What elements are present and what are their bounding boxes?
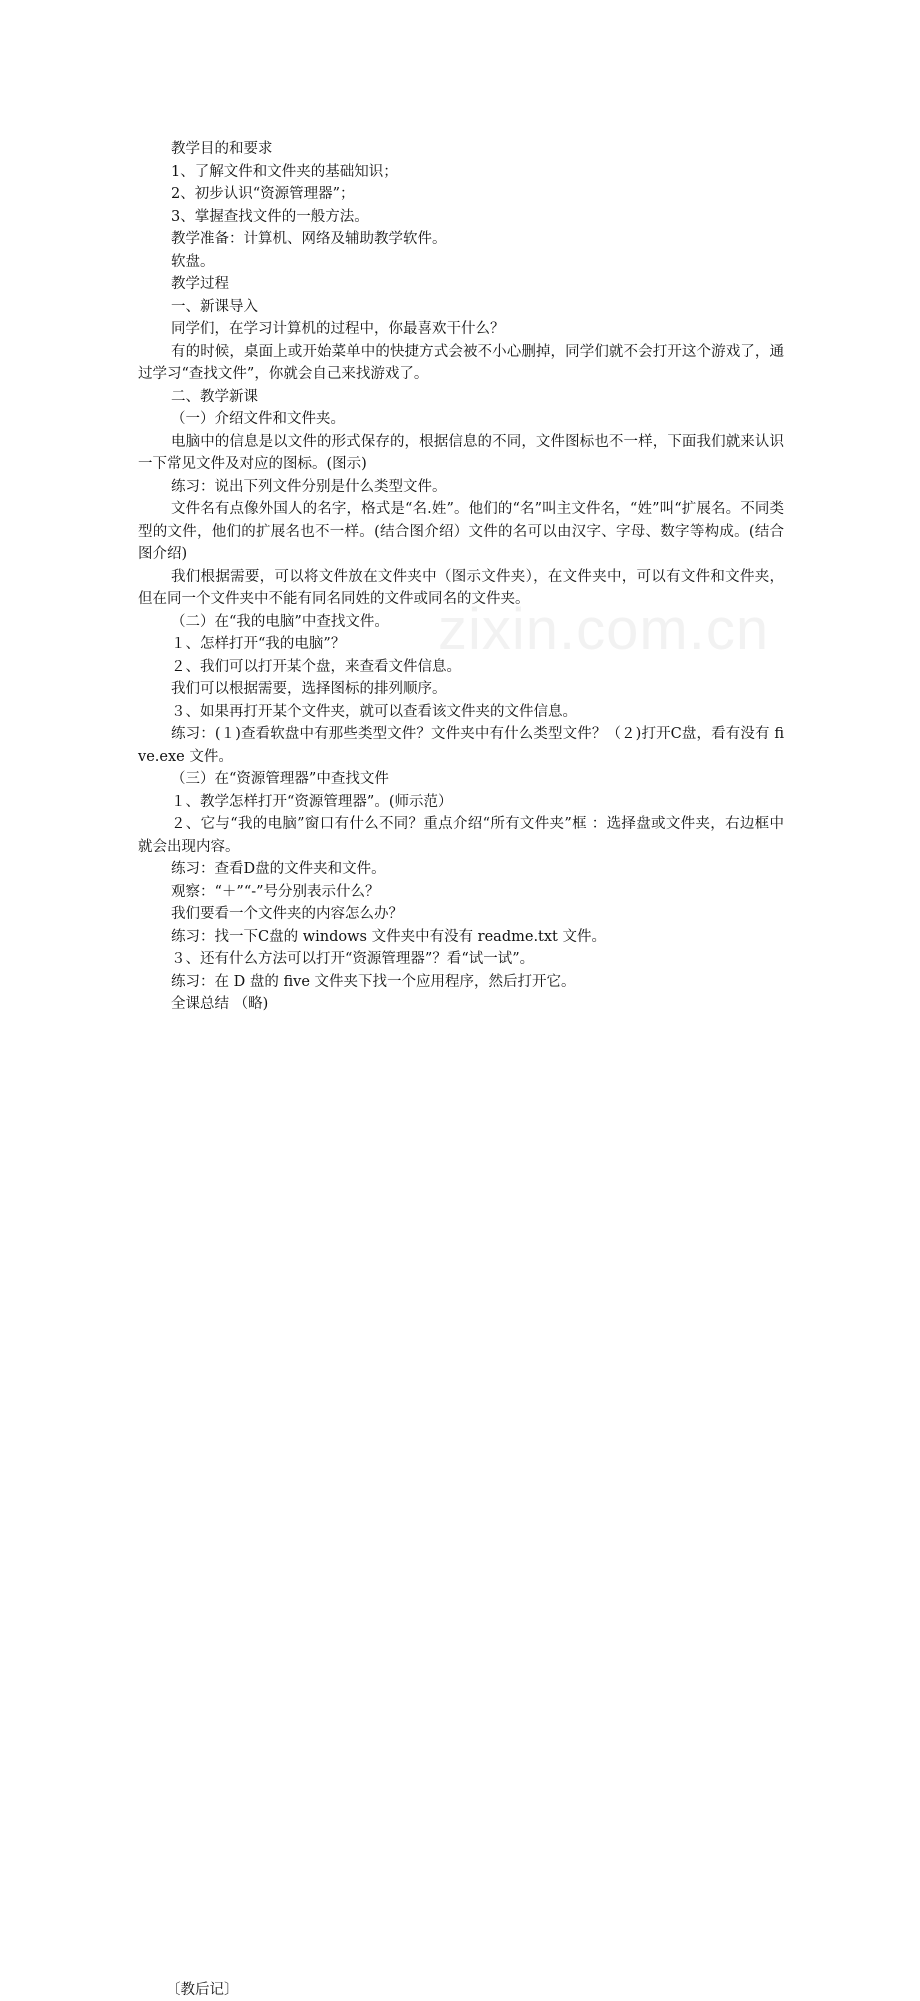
subsection-my-computer: （二）在“我的电脑”中查找文件。 [171, 613, 389, 630]
lesson-plan-body [138, 138, 784, 1016]
heading-process: 教学过程 [171, 276, 229, 292]
step-open-folder: ３、如果再打开某个文件夹，就可以查看该文件夹的文件信息。 [171, 703, 577, 720]
watermark: zixin.com.cn [438, 597, 770, 662]
paragraph-question: 同学们，在学习计算机的过程中，你最喜欢干什么？ [171, 321, 505, 337]
subsection-explorer: （三）在“资源管理器”中查找文件 [171, 771, 389, 787]
paragraph-game-shortcut: 有的时候，桌面上或开始菜单中的快捷方式会被不小心删掉，同学们就不会打开这个游戏了，通过学习“查找文件”，你就会自己来找游戏了。 [138, 343, 784, 382]
objective-2: 2、初步认识“资源管理器”； [171, 186, 355, 202]
paragraph-file-names: 文件名有点像外国人的名字，格式是“名.姓”。他们的“名”叫主文件名，“姓”叫“扩展名。不同类型的文件，他们的扩展名也不一样。(结合图介绍）文件的名可以由汉字、字母、数字等构成。(结合图介绍) [138, 501, 784, 562]
exercise-five-folder: 练习：在 D 盘的 five 文件夹下找一个应用程序，然后打开它。 [171, 973, 576, 990]
section-new-lesson: 二、教学新课 [171, 388, 258, 405]
subsection-files-folders: （一）介绍文件和文件夹。 [171, 411, 345, 427]
exercise-floppy-drive-c: 练习：(１)查看软盘中有那些类型文件？文件夹中有什么类型文件？（２)打开C盘，看有没有 five.exe 文件。 [138, 726, 784, 765]
step-open-my-computer: １、怎样打开“我的电脑”？ [171, 636, 346, 652]
objective-3: 3、掌握查找文件的一般方法。 [171, 208, 369, 225]
section-introduction: 一、新课导入 [171, 298, 258, 315]
question-folder-content: 我们要看一个文件夹的内容怎么办？ [171, 906, 403, 922]
step-other-open-method: ３、还有什么方法可以打开“资源管理器”？看“试一试”。 [171, 951, 535, 967]
preparation: 教学准备：计算机、网络及辅助教学软件。 [171, 231, 447, 247]
exercise-readme: 练习：找一下C盘的 windows 文件夹中有没有 readme.txt 文件。 [171, 928, 606, 945]
step-open-explorer: １、教学怎样打开“资源管理器”。(师示范） [171, 793, 453, 810]
afterword: 〔教后记〕 [166, 1981, 239, 1998]
step-open-drive: ２、我们可以打开某个盘，来查看文件信息。 [171, 658, 461, 675]
paragraph-icon-order: 我们可以根据需要，选择图标的排列顺序。 [171, 681, 447, 697]
paragraph-file-icons: 电脑中的信息是以文件的形式保存的，根据信息的不同，文件图标也不一样，下面我们就来认识一下常见文件及对应的图标。(图示) [138, 433, 784, 472]
objective-1: 1、了解文件和文件夹的基础知识； [171, 163, 398, 180]
exercise-file-types: 练习：说出下列文件分别是什么类型文件。 [171, 478, 447, 495]
lesson-summary: 全课总结 （略) [171, 996, 269, 1012]
step-explorer-difference: ２、它与“我的电脑”窗口有什么不同？重点介绍“所有文件夹”框 ：选择盘或文件夹，右边框中就会出现内容。 [138, 816, 784, 855]
exercise-drive-d: 练习：查看D盘的文件夹和文件。 [171, 861, 386, 877]
preparation-floppy: 软盘。 [171, 253, 215, 270]
paragraph-folders: 我们根据需要，可以将文件放在文件夹中（图示文件夹），在文件夹中，可以有文件和文件夹，但在同一个文件夹中不能有同名同姓的文件或同名的文件夹。 [138, 568, 784, 607]
heading-objectives: 教学目的和要求 [171, 141, 273, 157]
observation-plus-minus: 观察：“＋”“-”号分别表示什么？ [171, 883, 380, 900]
